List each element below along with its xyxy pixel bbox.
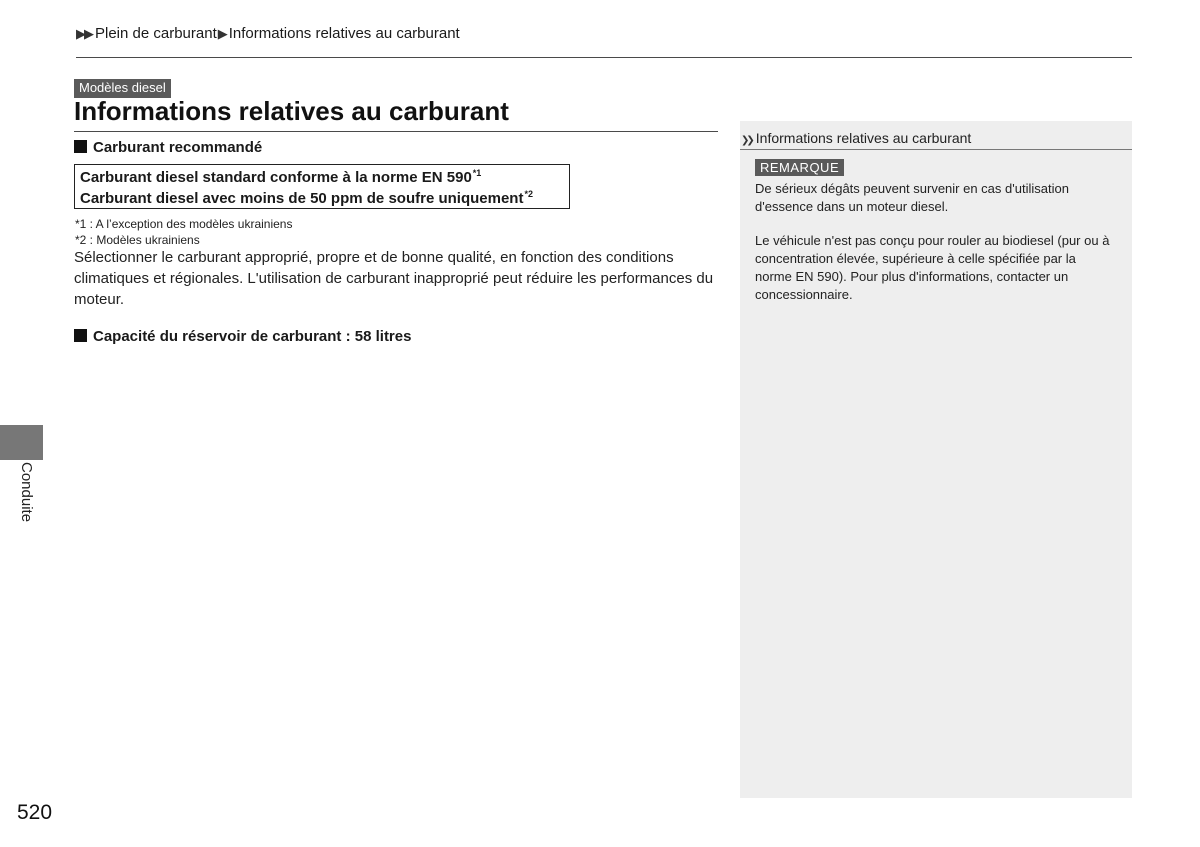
page-number: 520 [17,801,53,824]
breadcrumb-level-2: Informations relatives au carburant [228,25,460,42]
note-badge: REMARQUE [755,159,844,176]
sidebar-title-label: Informations relatives au carburant [755,130,972,146]
section-heading-label: Carburant recommandé [93,139,263,156]
spec-line-1 [80,167,569,188]
sidebar-divider [740,149,1132,150]
fuel-spec-box [74,164,570,209]
spec-line-text: Carburant diesel standard conforme à la norme EN 590 [80,169,472,186]
square-bullet-icon [74,140,87,153]
footnote-ref: *2 [524,189,533,199]
section-heading-recommended-fuel [74,139,262,156]
body-paragraph: Sélectionner le carburant approprié, propre et de bonne qualité, en fonction des conditions climatiques et régionales. L'utilisation de carburant inapproprié peut réduire les performances du moteur. [74,249,714,308]
footnote-ref: *1 [472,168,482,178]
page-title: Informations relatives au carburant [74,96,509,126]
double-chevron-icon: ❯❯ [741,135,752,146]
sidebar-title [741,130,971,146]
chapter-tab [0,425,43,460]
model-tag: Modèles diesel [74,79,171,98]
arrow-icon: ▶ [217,26,228,41]
title-divider [74,131,718,132]
square-bullet-icon [74,329,87,342]
breadcrumb [76,25,460,42]
footnote-2: *2 : Modèles ukrainiens [75,233,200,247]
footnote-1: *1 : A l’exception des modèles ukrainiens [75,217,293,231]
section-heading-label: Capacité du réservoir de carburant : 58 litres [93,328,412,345]
sidebar-paragraph-1: De sérieux dégâts peuvent survenir en cas d'utilisation d'essence dans un moteur diesel. [755,181,1069,214]
section-heading-tank-capacity [74,328,411,345]
chapter-label: Conduite [18,462,35,523]
sidebar-paragraph-2: Le véhicule n'est pas conçu pour rouler au biodiesel (pur ou à concentration élevée, supérieure à celle spécifiée par la norme EN 590). Pour plus d'informations, contacter un concessionnaire. [755,233,1110,302]
header-divider [76,57,1132,58]
double-arrow-icon: ▶▶ [76,26,92,41]
spec-line-2 [80,188,569,209]
sidebar-panel [740,121,1132,798]
spec-line-text: Carburant diesel avec moins de 50 ppm de soufre uniquement [80,190,524,207]
breadcrumb-level-1: Plein de carburant [95,25,217,42]
